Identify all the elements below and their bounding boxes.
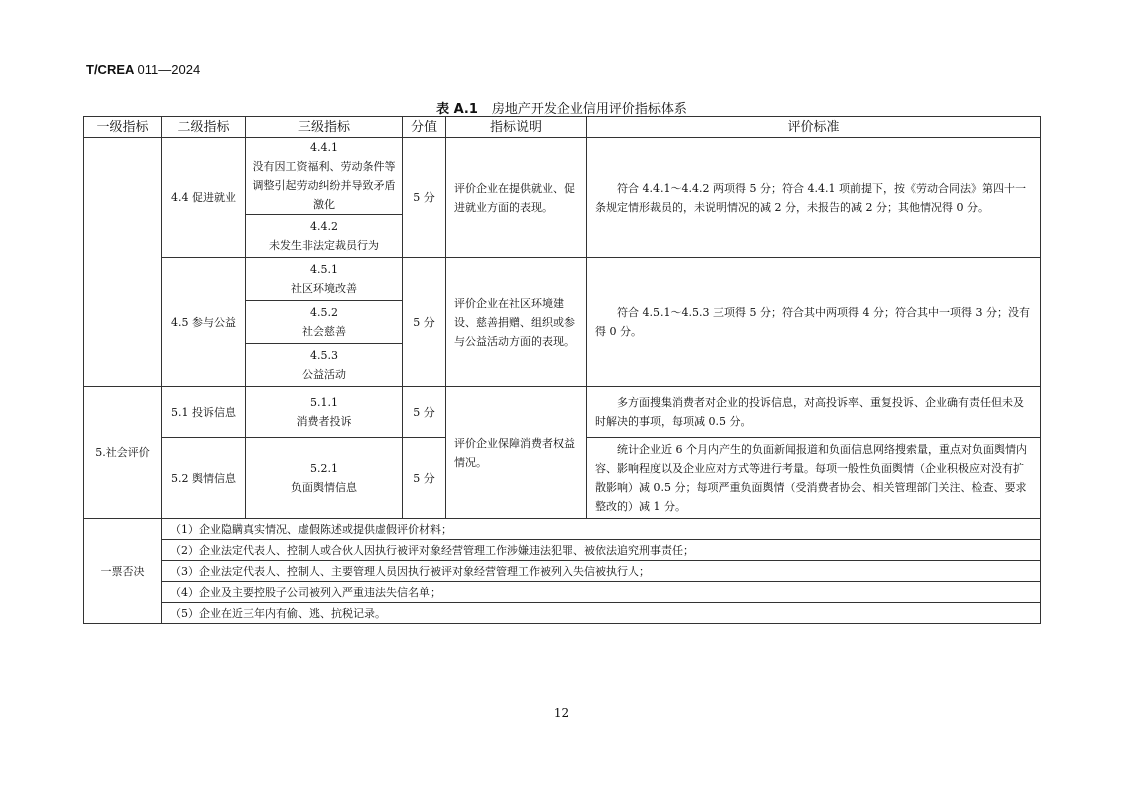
veto-label: 一票否决 [84, 519, 162, 624]
level3-text: 没有因工资福利、劳动条件等调整引起劳动纠纷并导致矛盾激化 [252, 160, 396, 211]
header-level2: 二级指标 [162, 117, 246, 138]
level3-cell [246, 215, 403, 258]
level3-code: 4.4.1 [310, 141, 338, 154]
table-row [84, 561, 1041, 582]
level3-text: 消费者投诉 [296, 415, 352, 428]
table-caption-number: 表 A.1 [436, 102, 478, 117]
level3-cell [246, 387, 403, 438]
table-row [84, 387, 1041, 438]
document-id-number: 011—2024 [137, 62, 201, 77]
table-header-row [84, 117, 1041, 138]
level2-complaint: 5.1 投诉信息 [162, 387, 246, 438]
standard-cell: 符合 4.5.1～4.5.3 三项得 5 分；符合其中两项得 4 分；符合其中一项得 3 分；没有得 0 分。 [587, 258, 1041, 387]
level3-code: 5.2.1 [310, 462, 338, 475]
header-description: 指标说明 [446, 117, 587, 138]
table-row [84, 540, 1041, 561]
score-cell: 5 分 [403, 138, 446, 258]
veto-item: （4）企业及主要控股子公司被列入严重违法失信名单； [162, 582, 1041, 603]
level1-social: 5.社会评价 [84, 387, 162, 519]
score-cell: 5 分 [403, 258, 446, 387]
level1-cell-empty [84, 138, 162, 387]
page-number: 12 [553, 706, 570, 720]
level3-code: 5.1.1 [310, 396, 338, 409]
level3-text: 社会慈善 [302, 325, 346, 338]
level2-employment: 4.4 促进就业 [162, 138, 246, 258]
level2-welfare: 4.5 参与公益 [162, 258, 246, 387]
score-cell: 5 分 [403, 387, 446, 438]
standard-cell: 符合 4.4.1～4.4.2 两项得 5 分；符合 4.4.1 项前提下，按《劳动合同法》第四十一条规定情形裁员的，未说明情况的减 2 分，未报告的减 2 分；其他情况得 0 分。 [587, 138, 1041, 258]
standard-cell: 多方面搜集消费者对企业的投诉信息，对高投诉率、重复投诉、企业确有责任但未及时解决的事项，每项减 0.5 分。 [587, 387, 1041, 438]
level3-cell [246, 301, 403, 344]
table-row [84, 582, 1041, 603]
veto-item: （2）企业法定代表人、控制人或合伙人因执行被评对象经营管理工作涉嫌违法犯罪、被依法追究刑事责任； [162, 540, 1041, 561]
veto-item: （3）企业法定代表人、控制人、主要管理人员因执行被评对象经营管理工作被列入失信被执行人； [162, 561, 1041, 582]
document-id-prefix: T/CREA [86, 62, 134, 77]
standard-cell: 统计企业近 6 个月内产生的负面新闻报道和负面信息网络搜索量，重点对负面舆情内容、影响程度以及企业应对方式等进行考量。每项一般性负面舆情（企业积极应对没有扩散影响）减 0.5 分；每项严重负面舆情（受消费者协会、相关管理部门关注、检查、要求整改的）减 1 分。 [587, 438, 1041, 519]
level3-cell [246, 438, 403, 519]
table-caption [0, 98, 1123, 117]
description-cell: 评价企业在社区环境建设、慈善捐赠、组织或参与公益活动方面的表现。 [446, 258, 587, 387]
header-score: 分值 [403, 117, 446, 138]
description-cell: 评价企业保障消费者权益情况。 [446, 387, 587, 519]
table-row [84, 519, 1041, 540]
description-cell: 评价企业在提供就业、促进就业方面的表现。 [446, 138, 587, 258]
table-row [84, 138, 1041, 215]
level3-code: 4.5.1 [310, 263, 338, 276]
level3-text: 未发生非法定裁员行为 [269, 239, 379, 252]
level3-code: 4.5.2 [310, 306, 338, 319]
level3-cell [246, 138, 403, 215]
indicator-table [83, 116, 1041, 624]
header-level1: 一级指标 [84, 117, 162, 138]
level3-cell [246, 344, 403, 387]
document-id [86, 62, 200, 77]
level3-code: 4.5.3 [310, 349, 338, 362]
header-level3: 三级指标 [246, 117, 403, 138]
table-row [84, 603, 1041, 624]
level3-text: 社区环境改善 [291, 282, 357, 295]
level3-cell [246, 258, 403, 301]
table-row [84, 258, 1041, 301]
score-cell: 5 分 [403, 438, 446, 519]
level3-text: 公益活动 [302, 368, 346, 381]
veto-item: （5）企业在近三年内有偷、逃、抗税记录。 [162, 603, 1041, 624]
header-standard: 评价标准 [587, 117, 1041, 138]
veto-item: （1）企业隐瞒真实情况、虚假陈述或提供虚假评价材料； [162, 519, 1041, 540]
level3-code: 4.4.2 [310, 220, 338, 233]
level3-text: 负面舆情信息 [291, 481, 357, 494]
level2-opinion: 5.2 舆情信息 [162, 438, 246, 519]
table-caption-title: 房地产开发企业信用评价指标体系 [491, 102, 687, 117]
